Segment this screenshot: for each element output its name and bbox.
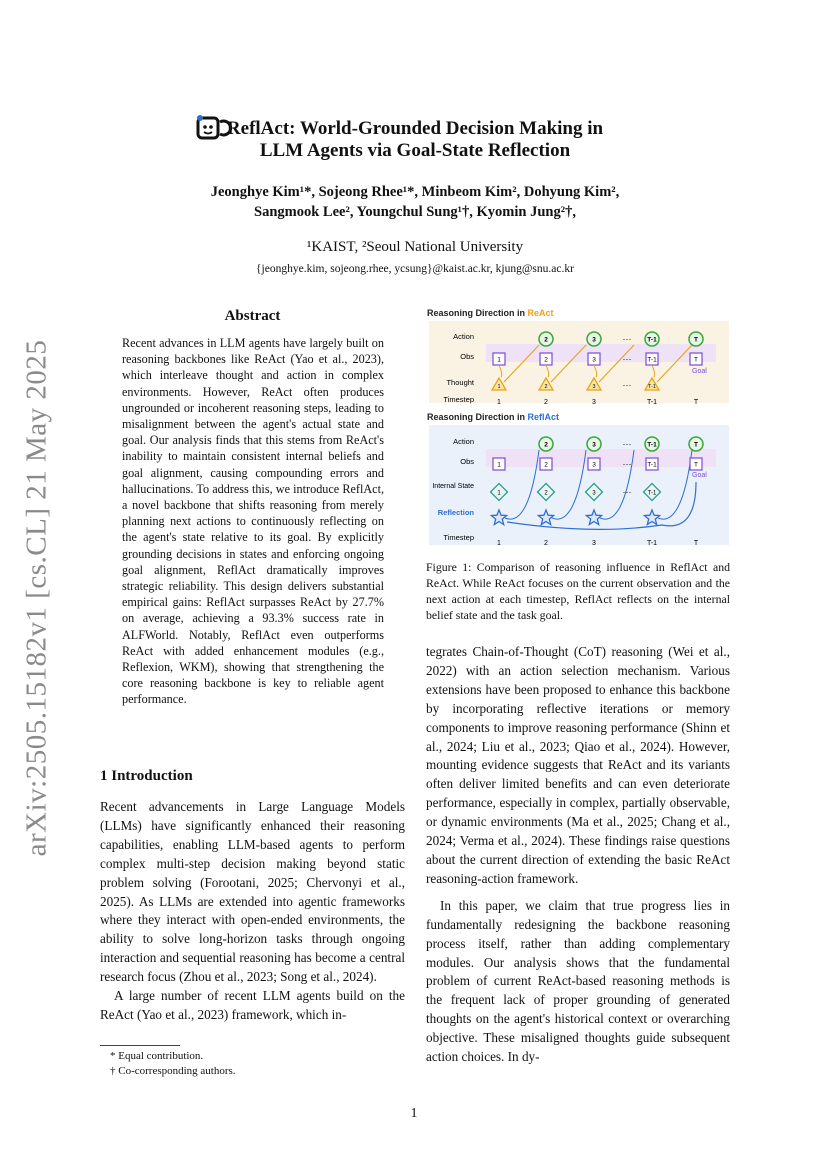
- state-label-3: 3: [592, 490, 596, 497]
- abstract-text: Recent advances in LLM agents have largely built on reasoning backbones like ReAct (Yao et al., 2023), which interleave thought and action in complex environments. However, ReAct often produces ungrounded or incoherent reasoning steps, leading to misalignment between the agent's actual state and goal. Our analysis finds that this stems from ReAct's inability to maintain consistent internal beliefs and goal alignment, causing compounding errors and hallucinations. To address this, we introduce ReflAct, a novel backbone that shifts reasoning from merely planning next actions to continuously reflecting on the agent's state relative to its goal. By explicitly grounding decisions in states and enforcing ongoing goal alignment, ReflAct dramatically improves strategic reliability. This design delivers substantial empirical gains: ReflAct surpasses ReAct by 27.7% on average, achieving a 93.3% success rate in ALFWorld. Notably, ReflAct even outperforms ReAct with added enhancement modules (e.g., Reflexion, WKM), showing that strengthening the core reasoning backbone is key to reliable agent performance.: [122, 336, 384, 707]
- authors: [150, 182, 680, 222]
- right-paragraph-1: tegrates Chain-of-Thought (CoT) reasoning (Wei et al., 2022) with an action selection mechanism. Various extensions have been proposed to enhance this backbone by incorporating reflective iterations or memory components to improve reasoning performance (Shinn et al., 2024; Liu et al., 2023; Qiao et al., 2024). However, mounting evidence suggests that ReAct and its variants often deliver limited benefits and can even deteriorate performance, especially in complex, partially observable, or dynamic environments (Ma et al., 2025; Chang et al., 2024; Verma et al., 2024). These findings raise questions about the current direction of extending the basic ReAct reasoning-action framework.: [426, 644, 730, 886]
- intro-paragraph-2: A large number of recent LLM agents build on the ReAct (Yao et al., 2023) framework, which in-: [100, 988, 405, 1022]
- timestep-3: 3: [592, 540, 596, 547]
- ellipsis-obs: ···: [622, 459, 632, 469]
- reflact-goal-label: Goal: [692, 472, 707, 479]
- footnote-corresponding: † Co-corresponding authors.: [110, 1065, 236, 1077]
- reflact-row-internal-state: Internal State: [432, 483, 474, 490]
- ellipsis-action: ···: [622, 439, 632, 449]
- action-label-2: 2: [544, 336, 548, 344]
- timestep-2: 2: [544, 399, 548, 406]
- action-label-T: T: [694, 336, 698, 344]
- timestep-1: 1: [497, 540, 501, 547]
- obs-label-3: 3: [592, 356, 596, 364]
- reflact-row-action: Action: [453, 437, 474, 446]
- obs-label-1: 1: [497, 461, 501, 469]
- state-label-2: 2: [544, 490, 548, 497]
- react-obs-band: [486, 344, 716, 362]
- reflact-row-reflection: Reflection: [437, 508, 474, 517]
- obs-label-2: 2: [544, 356, 548, 364]
- ellipsis-thought: ···: [622, 380, 632, 390]
- action-label-2: 2: [544, 441, 548, 449]
- timestep-2: 2: [544, 540, 548, 547]
- action-label-T: T: [694, 441, 698, 449]
- action-label-3: 3: [592, 336, 596, 344]
- title-line-1: ReflAct: World-Grounded Decision Making in: [226, 118, 604, 139]
- react-goal-label: Goal: [692, 368, 707, 375]
- state-label-T-1: T-1: [647, 490, 657, 497]
- ellipsis-action: ···: [622, 334, 632, 344]
- paper-title: [190, 118, 640, 162]
- obs-label-2: 2: [544, 461, 548, 469]
- react-row-action: Action: [453, 332, 474, 341]
- right-paragraph-2: In this paper, we claim that true progress lies in fundamentally redesigning the backbone reasoning process itself, rather than adding complementary modules. Our analysis shows that the fundamental problem of current ReAct-based reasoning methods is the frequent lack of proper grounding of generated thoughts on the agent's historical context or overarching objective. These misaligned thoughts guide subsequent action choices. In dy-: [426, 897, 730, 1065]
- abstract-heading: Abstract: [224, 308, 281, 324]
- page-number: 1: [410, 1106, 418, 1121]
- authors-line-1: Jeonghye Kim¹*, Sojeong Rhee¹*, Minbeom Kim², Dohyung Kim²,: [210, 184, 620, 200]
- ellipsis-thought: ···: [622, 487, 632, 497]
- obs-label-T: T: [694, 461, 698, 469]
- action-label-T-1: T-1: [647, 336, 657, 344]
- obs-label-1: 1: [497, 356, 501, 364]
- ellipsis-obs: ···: [622, 354, 632, 364]
- react-row-obs: Obs: [460, 352, 474, 361]
- thought-label-T-1: T-1: [648, 384, 656, 390]
- action-label-3: 3: [592, 441, 596, 449]
- timestep-T-1: T-1: [646, 399, 658, 406]
- figure-1-diagram: [424, 303, 734, 548]
- reflact-header: Reasoning Direction in ReflAct: [427, 412, 560, 422]
- intro-paragraph-1: Recent advancements in Large Language Models (LLMs) have significantly enhanced their reasoning capabilities, enabling LLM-based agents to perform complex multi-step decision making beyond static problem solving (Forootani, 2025; Chervonyi et al., 2025). As LLMs are extended into agentic frameworks where they interact with open-ended environments, the ability to solve long-horizon tasks through ongoing interaction and sequential reasoning has become a central research focus (Zhou et al., 2023; Song et al., 2024).: [100, 799, 405, 985]
- thought-label-2: 2: [544, 384, 548, 390]
- figure-1: [424, 303, 734, 548]
- figure-caption: Figure 1: Comparison of reasoning influence in ReflAct and ReAct. While ReAct focuses on the current observation and the next action at each timestep, ReflAct reflects on the internal belief state and the task goal.: [426, 560, 730, 622]
- state-label-1: 1: [497, 490, 501, 497]
- thought-label-1: 1: [497, 384, 501, 390]
- timestep-T: T: [693, 399, 699, 406]
- authors-line-2: Sangmook Lee², Youngchul Sung¹†, Kyomin Jung²†,: [254, 204, 576, 220]
- timestep-T: T: [693, 540, 699, 547]
- timestep-3: 3: [592, 399, 596, 406]
- thought-label-3: 3: [592, 384, 596, 390]
- section-heading: 1 Introduction: [100, 768, 193, 784]
- affiliations: ¹KAIST, ²Seoul National University: [306, 239, 524, 255]
- footnotes: [110, 1049, 410, 1079]
- intro-column: [100, 798, 405, 1025]
- footnote-rule: [100, 1045, 180, 1046]
- footnote-equal-contribution: * Equal contribution.: [110, 1050, 204, 1062]
- timestep-1: 1: [497, 399, 501, 406]
- timestep-T-1: T-1: [646, 540, 658, 547]
- reflact-obs-band: [486, 449, 716, 467]
- emails: {jeonghye.kim, sojeong.rhee, ycsung}@kaist.ac.kr, kjung@snu.ac.kr: [256, 263, 574, 275]
- action-label-T-1: T-1: [647, 441, 657, 449]
- react-row-thought: Thought: [446, 378, 474, 387]
- react-row-timestep: Timestep: [443, 395, 474, 404]
- obs-label-T: T: [694, 356, 698, 364]
- reflact-panel: [429, 425, 729, 545]
- obs-label-T-1: T-1: [647, 461, 657, 469]
- title-line-2: LLM Agents via Goal-State Reflection: [259, 140, 571, 161]
- obs-label-3: 3: [592, 461, 596, 469]
- right-column: [426, 643, 730, 1067]
- react-header: Reasoning Direction in ReAct: [427, 308, 554, 318]
- obs-label-T-1: T-1: [647, 356, 657, 364]
- reflact-row-obs: Obs: [460, 457, 474, 466]
- reflact-row-timestep: Timestep: [443, 533, 474, 542]
